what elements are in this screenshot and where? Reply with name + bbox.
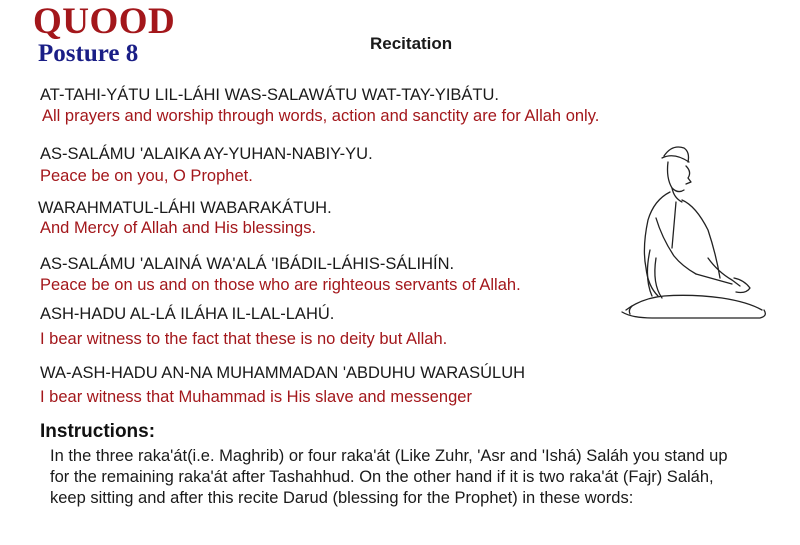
recitation-arabic-4: AS-SALÁMU 'ALAINÁ WA'ALÁ 'IBÁDIL-LÁHIS-SÁLIHÍN. [40,255,455,273]
page-title: QUOOD [33,1,176,42]
recitation-english-3: And Mercy of Allah and His blessings. [40,219,317,237]
recitation-arabic-5: ASH-HADU AL-LÁ ILÁHA IL-LAL-LAHÚ. [40,305,335,323]
recitation-english-6: I bear witness that Muhammad is His slave and messenger [40,388,472,406]
recitation-english-1: All prayers and worship through words, action and sanctity are for Allah only. [42,107,600,125]
section-heading: Recitation [370,34,453,53]
recitation-arabic-2: AS-SALÁMU 'ALAIKA AY-YUHAN-NABIY-YU. [40,145,373,163]
recitation-arabic-3: WARAHMATUL-LÁHI WABARAKÁTUH. [38,199,332,217]
kneeling-man-illustration [612,138,772,328]
instructions-body: In the three raka'át(i.e. Maghrib) or four raka'át (Like Zuhr, 'Asr and 'Ishá) Saláh you stand up for the remaining raka'át after Tashahhud. On the other hand if it is two raka'át (Fajr) Saláh, keep sitting and after this recite Darud (blessing for the Prophet) in these words: [50,447,728,507]
recitation-english-4: Peace be on us and on those who are righteous servants of Allah. [40,276,521,294]
instructions-title: Instructions: [40,421,156,442]
recitation-arabic-1: AT-TAHI-YÁTU LIL-LÁHI WAS-SALAWÁTU WAT-TAY-YIBÁTU. [40,86,499,104]
recitation-english-2: Peace be on you, O Prophet. [40,167,253,185]
recitation-english-5: I bear witness to the fact that these is no deity but Allah. [40,330,448,348]
posture-label: Posture 8 [38,40,139,67]
recitation-arabic-6: WA-ASH-HADU AN-NA MUHAMMADAN 'ABDUHU WARASÚLUH [40,364,526,382]
